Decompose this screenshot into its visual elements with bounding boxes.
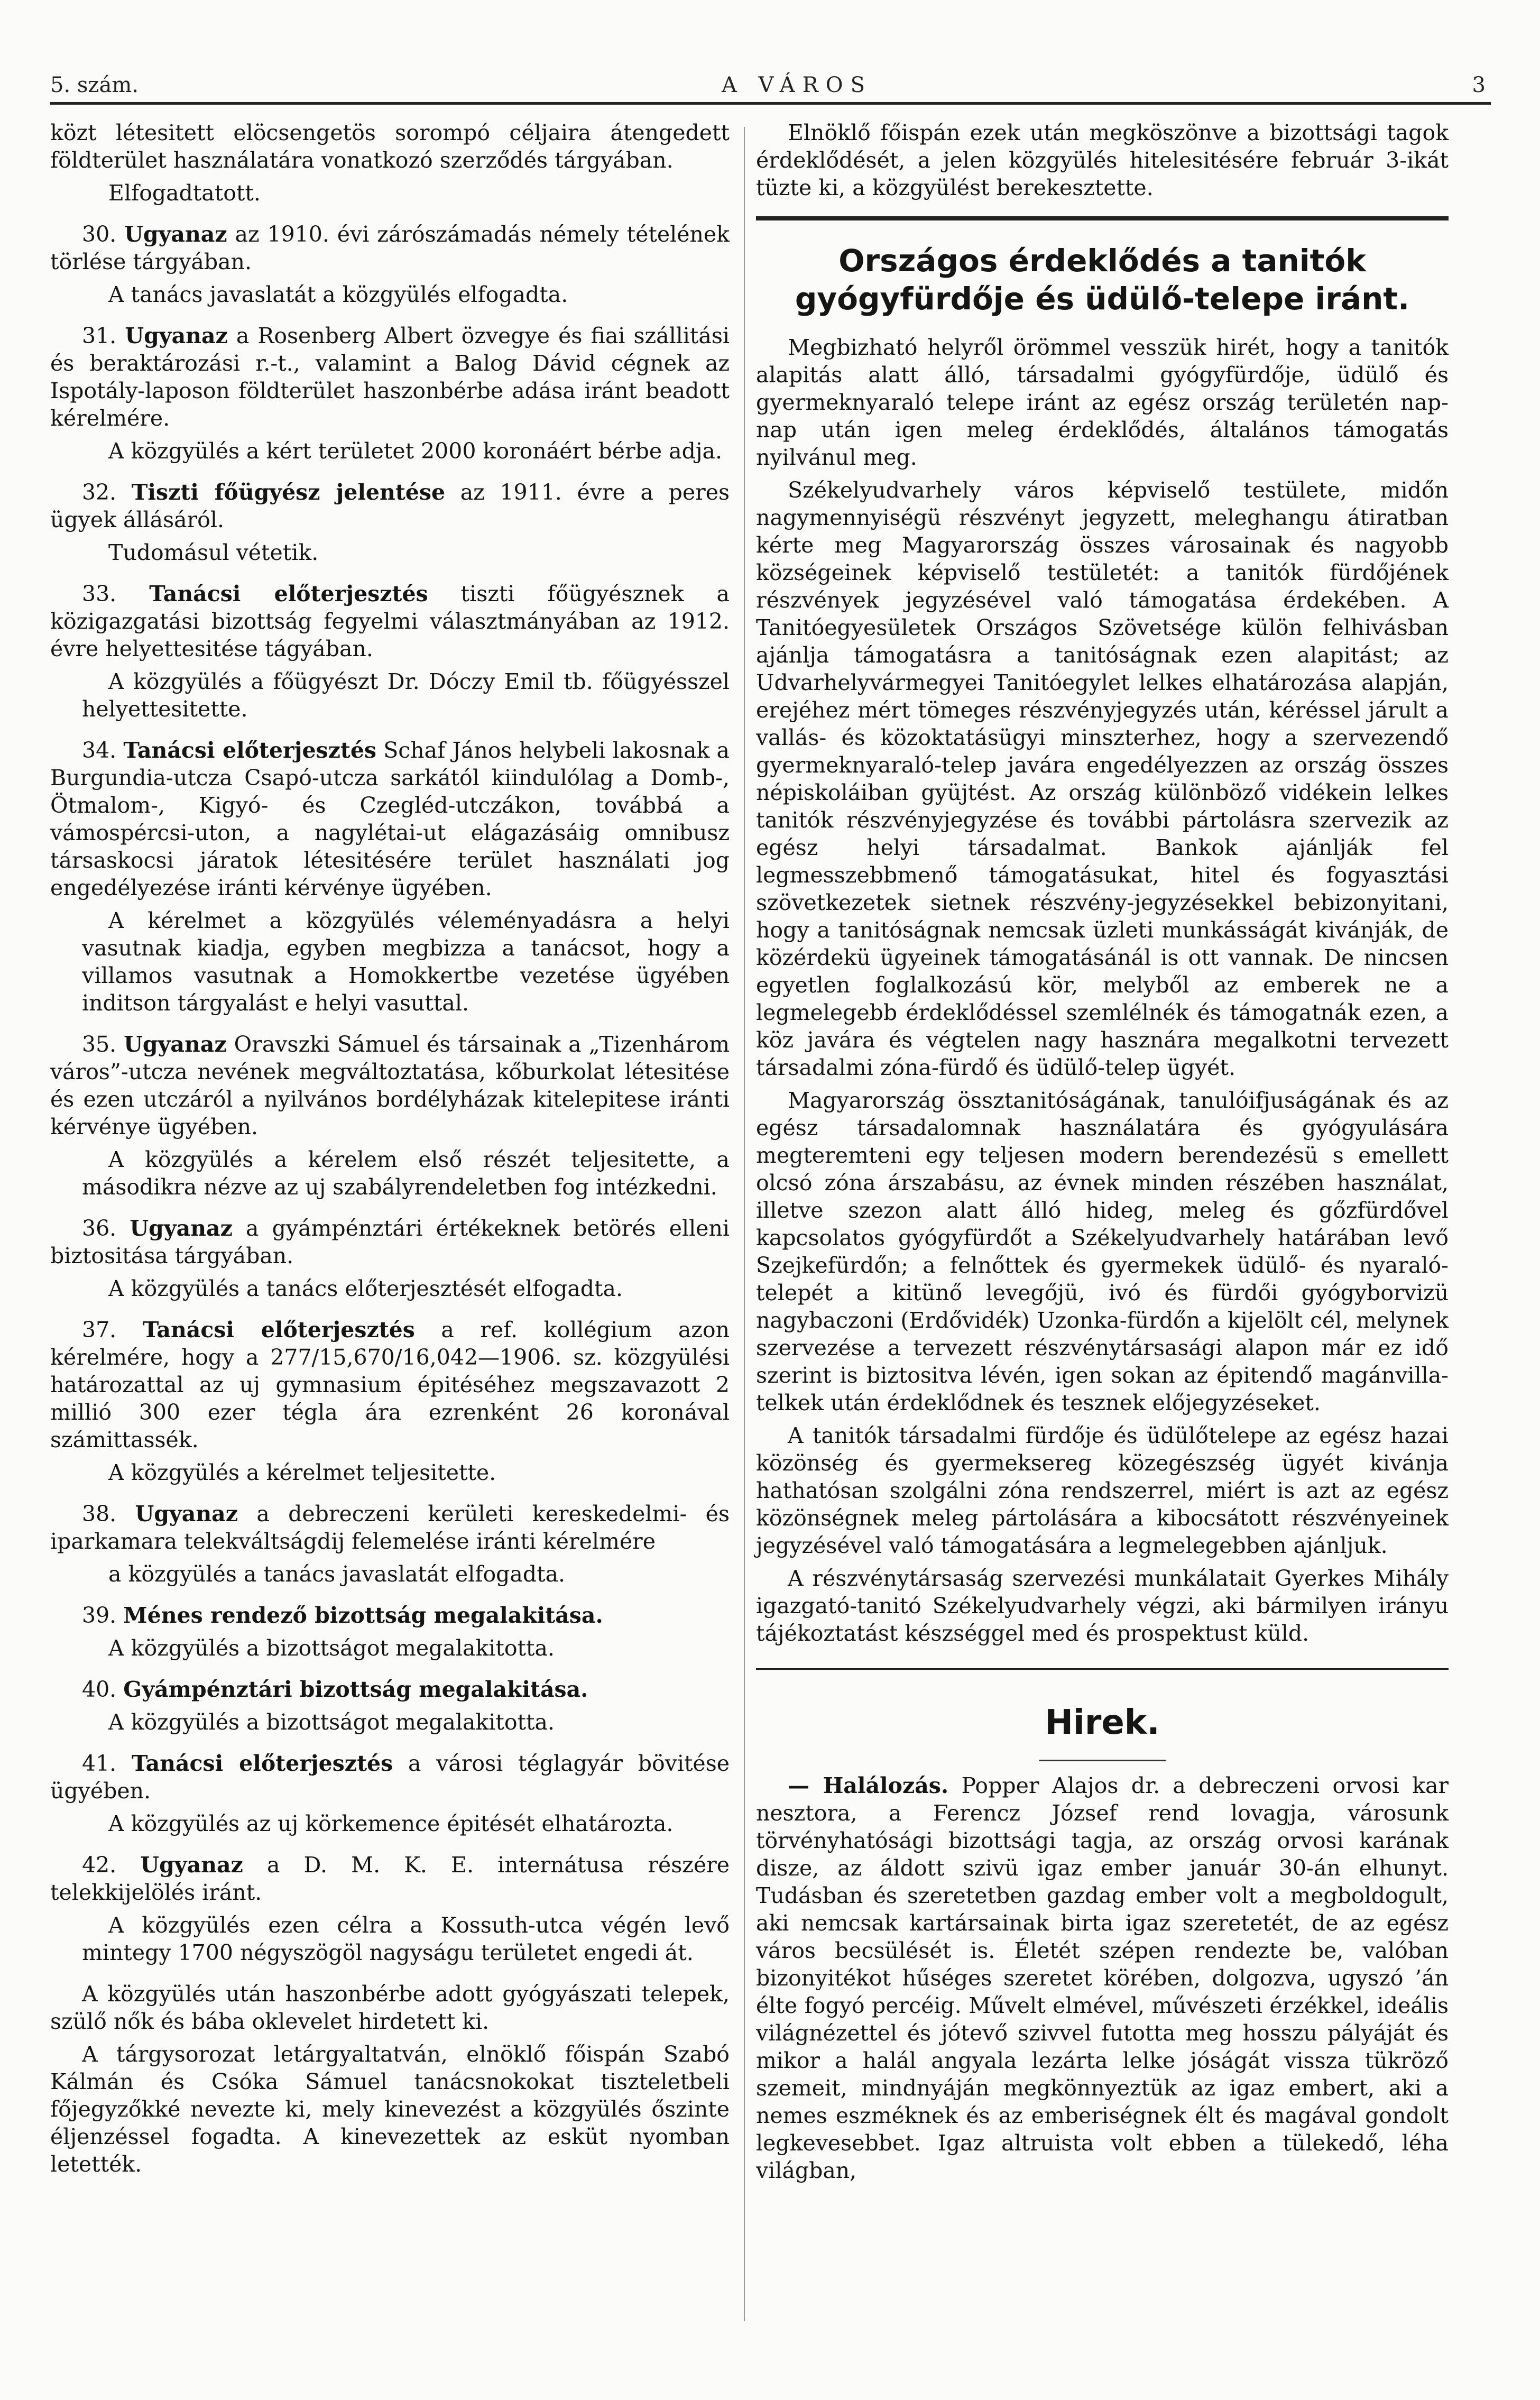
column-divider [744, 127, 745, 2321]
news-title-underline [1039, 1760, 1166, 1761]
resolution-40: A közgyülés a bizottságot megalakitotta. [108, 1709, 555, 1735]
right-column [756, 119, 1449, 2190]
intro-paragraph: közt létesitett elöcsengetös sorompó céljaira átengedett földterület használatára vonatkozó szerződés tárgyában. [50, 120, 730, 173]
closing-paragraph-1: A közgyülés után haszonbérbe adott gyógyászati telepek, szülő nők és bába oklevelet hirdetett ki. [50, 1981, 730, 2034]
section-rule [756, 216, 1449, 220]
left-column [50, 119, 730, 2183]
article-paragraph-1: Megbizható helyről örömmel vesszük hirét, hogy a tanitók alapitás alatt álló, társadalmi gyógyfürdője, üdülő és gyermeknyaraló telepe iránt az egész ország területén nap-nap után igen meleg érdeklődés, általános támogatás nyilvánul meg. [756, 335, 1449, 470]
agenda-item-32: 32. Tiszti főügyész jelentése az 1911. évre a peres ügyek állásáról. [50, 480, 730, 532]
resolution-32: Tudomásul vétetik. [108, 540, 319, 565]
resolution-intro: Elfogadtatott. [108, 180, 261, 206]
article-title: Országos érdeklődés a tanitók gyógyfürdője és üdülő-telepe iránt. [795, 243, 1410, 317]
resolution-33: A közgyülés a főügyészt Dr. Dóczy Emil tb. főügyésszel helyettesitette. [82, 669, 730, 722]
header-rule [50, 102, 1491, 105]
agenda-item-36: 36. Ugyanaz a gyámpénztári értékeknek betörés elleni biztositása tárgyában. [50, 1216, 730, 1268]
resolution-38: a közgyülés a tanács javaslatát elfogadta. [108, 1561, 566, 1587]
issue-number: 5. szám. [50, 73, 139, 97]
article-paragraph-5: A részvénytársaság szervezési munkálatait Gyerkes Mihály igazgató-tanitó Székelyudvarhely végzi, aki bármilyen irányu tájékoztatást készséggel med és prospektust küld. [756, 1566, 1449, 1646]
agenda-item-39: 39. Ménes rendező bizottság megalakitása. [82, 1603, 603, 1628]
article-paragraph-2: Székelyudvarhely város képviselő testülete, midőn nagymennyiségü részvényt jegyzett, meleghangu átiratban kérte meg Magyarország összes városainak és nagyobb községeinek képviselő testületét: a tanitók fürdőjének részvények jegyzésével való támogatása érdekében. A Tanitóegyesületek Országos Szövetsége külön felhivásban ajánlja támogatásra a tanitóságnak ezen alapitást; az Udvarhelyvármegyei Tanitóegylet lelkes elhatározása alapján, erejéhez mért tömeges részvényjegyzés után, kéréssel járult a vallás- és közoktatásügyi minszterhez, hogy a szervezendő gyermeknyaraló-telep javára engedélyezzen az ország összes népiskoláiban gyüjtést. Az ország különböző vidékein lelkes tanitók részvényjegyzése és további pártolásra szervezik az egész helyi társadalmat. Bankok ajánlják fel legmesszebbmenő támogatásukat, hitel és fogyasztási szövetkezetek sietnek részvény-jegyzésekkel bebizonyitani, hogy a tanitóságnak nemcsak üzleti munkásságát kivánják, de közérdekü ügyeinek támogatásánál is ott vannak. De nincsen egyetlen foglalkozású kör, melyből az emberek ne a legmelegebb érdeklődéssel szemlélnék és támogatnák ezen, a köz javára és végtelen nagy hasznára megalkotni tervezett társadalmi zóna-fürdő és üdülő-telep ügyét. [756, 477, 1449, 1080]
news-section-title: Hirek. [1045, 1703, 1160, 1742]
closing-paragraph-2: A tárgysorozat letárgyaltatván, elnöklő főispán Szabó Kálmán és Csóka Sámuel tanácsnokokat tiszteletbeli főjegyzőkké nevezte ki, mely kinevezést a közgyülés őszinte éljenzéssel fogadta. A kinevezettek az esküt nyomban letették. [50, 2042, 730, 2177]
agenda-item-37: 37. Tanácsi előterjesztés a ref. kollégium azon kérelmére, hogy a 277/15,670/16,042—1906. sz. közgyülési határozattal az uj gymnasium épitéséhez megszavazott 2 millió 300 ezer tégla ára ezrenként 26 koronával számittassék. [50, 1317, 730, 1452]
article-paragraph-4: A tanitók társadalmi fürdője és üdülőtelepe az egész hazai közönség és gyermeksereg közegészség ügyét kivánja hathatósan szolgálni zóna rendszerrel, miért is azt az egész közönségnek meleg pártolására a kibocsátott részvényeinek jegyzésével való támogatására a legmelegebben ajánljuk. [756, 1423, 1449, 1558]
page-header [50, 66, 1491, 103]
agenda-item-40: 40. Gyámpénztári bizottság megalakitása. [82, 1677, 588, 1702]
page-number: 3 [1472, 73, 1486, 97]
article-paragraph-3: Magyarország össztanitóságának, tanulóifjuságának és az egész társadalomnak használatára és gyógyulására megteremteni egy teljesen modern berendezésü s emellett olcsó zóna árszabásu, az évnek minden részében használat, illetve szezon alatt álló hideg, meleg és gőzfürdővel kapcsolatos gyógyfürdőt a Székelyudvarhely határában levő Szejkefürdőn; a felnőttek és gyermekek üdülő- és nyaraló-telepét a kitünő levegőjü, ivó és fürdői gyógyborvizü nagybaczoni (Erdővidék) Uzonka-fürdőn a kijelölt cél, melynek szervezése a tervezett részvénytársasági alapon már ez idő szerint is biztositva lévén, igen sokan az épitendő magánvilla-telkek után érdeklődnek és tesznek előjegyzéseket. [756, 1088, 1449, 1415]
resolution-30: A tanács javaslatát a közgyülés elfogadta. [108, 282, 568, 307]
agenda-item-31: 31. Ugyanaz a Rosenberg Albert özvegye és fiai szállitási és beraktározási r.-t., valamint a Balog Dávid cégnek az Ispotály-laposon földterület haszonbérbe adása iránt beadott kérelmére. [50, 323, 730, 431]
resolution-42: A közgyülés ezen célra a Kossuth-utca végén levő mintegy 1700 négyszögöl nagyságu területet engedi át. [82, 1912, 730, 1965]
obituary-text: Popper Alajos dr. a debreczeni orvosi kar nesztora, a Ferencz József rend lovagja, városunk törvényhatósági bizottsági tagja, az ország orvosi karának disze, az áldott szivü igaz ember január 30-án elhunyt. Tudásban és szeretetben gazdag ember volt a megboldogult, aki nemcsak kartársainak birta igaz szeretetét, de az egész város becsülését is. Életét szépen rendezte be, valóban bizonyitékot hűséges szeretet körében, dolgozva, ugyszó ’án élte fogyó percéig. Művelt elmével, művészeti érzékkel, ideális világnézettel és jótevő szivvel futotta meg hosszu pályáját és mikor a halál angyala lezárta lelke jóságát vissza tükröző szemeit, mindnyáján megkönnyeztük az igaz embert, aki a nemes eszméknek és az emberiségnek élt és magával gondolt legkevesebbet. Igaz altruista volt ebben a tülekedő, léha világban, [756, 1773, 1449, 2183]
agenda-item-33: 33. Tanácsi előterjesztés tiszti főügyésznek a közigazgatási bizottság fegyelmi választmányában az 1912. évre helyettesitése tágyában. [50, 581, 730, 661]
obituary-lead: — Halálozás. [788, 1773, 949, 1798]
resolution-37: A közgyülés a kérelmet teljesitette. [108, 1460, 496, 1485]
agenda-item-41: 41. Tanácsi előterjesztés a városi téglagyár bövitése ügyében. [50, 1751, 730, 1804]
agenda-item-34: 34. Tanácsi előterjesztés Schaf János helybeli lakosnak a Burgundia-utcza Csapó-utcza sarkától kiindulólag a Domb-, Ötmalom-, Kigyó- és Czegléd-utczákon, továbbá a vámospércsi-uton, a nagylétai-ut elágazásáig omnibusz társaskocsi járatok létesitésére terület használati jog engedélyezése iránti kérvénye ügyében. [50, 738, 730, 900]
newspaper-title: A VÁROS [722, 73, 872, 97]
agenda-item-35: 35. Ugyanaz Oravszki Sámuel és társainak a „Tizenhárom város”-utcza nevének megváltoztatása, kőburkolat létesitése és ezen utczáról a nyilvános bordélyházak kitelepitese iránti kérvénye ügyében. [50, 1032, 730, 1139]
agenda-item-38: 38. Ugyanaz a debreczeni kerületi kereskedelmi- és iparkamara telekváltságdij felemelése iránti kérelmére [50, 1501, 730, 1554]
resolution-41: A közgyülés az uj körkemence épitését elhatározta. [108, 1811, 674, 1836]
resolution-36: A közgyülés a tanács előterjesztését elfogadta. [108, 1276, 623, 1301]
session-close-paragraph: Elnöklő főispán ezek után megköszönve a bizottsági tagok érdeklődését, a jelen közgyülés hitelesitésére február 3-ikát tüzte ki, a közgyülést berekesztette. [756, 120, 1449, 200]
resolution-39: A közgyülés a bizottságot megalakitotta. [108, 1635, 555, 1661]
resolution-34: A kérelmet a közgyülés véleményadásra a helyi vasutnak kiadja, egyben megbizza a tanácsot, hogy a villamos vasutnak a Homokkertbe vezetése ügyében inditson tárgyalást e helyi vasuttal. [82, 908, 730, 1016]
resolution-31: A közgyülés a kért területet 2000 koronáért bérbe adja. [108, 438, 723, 464]
news-rule [756, 1668, 1449, 1670]
resolution-35: A közgyülés a kérelem első részét teljesitette, a másodikra nézve az uj szabályrendeletben fog intézkedni. [82, 1147, 730, 1200]
agenda-item-42: 42. Ugyanaz a D. M. K. E. internátusa részére telekkijelölés iránt. [50, 1852, 730, 1905]
agenda-item-30: 30. Ugyanaz az 1910. évi zárószámadás némely tételének törlése tárgyában. [50, 222, 730, 274]
obituary-paragraph [756, 1772, 1449, 2184]
